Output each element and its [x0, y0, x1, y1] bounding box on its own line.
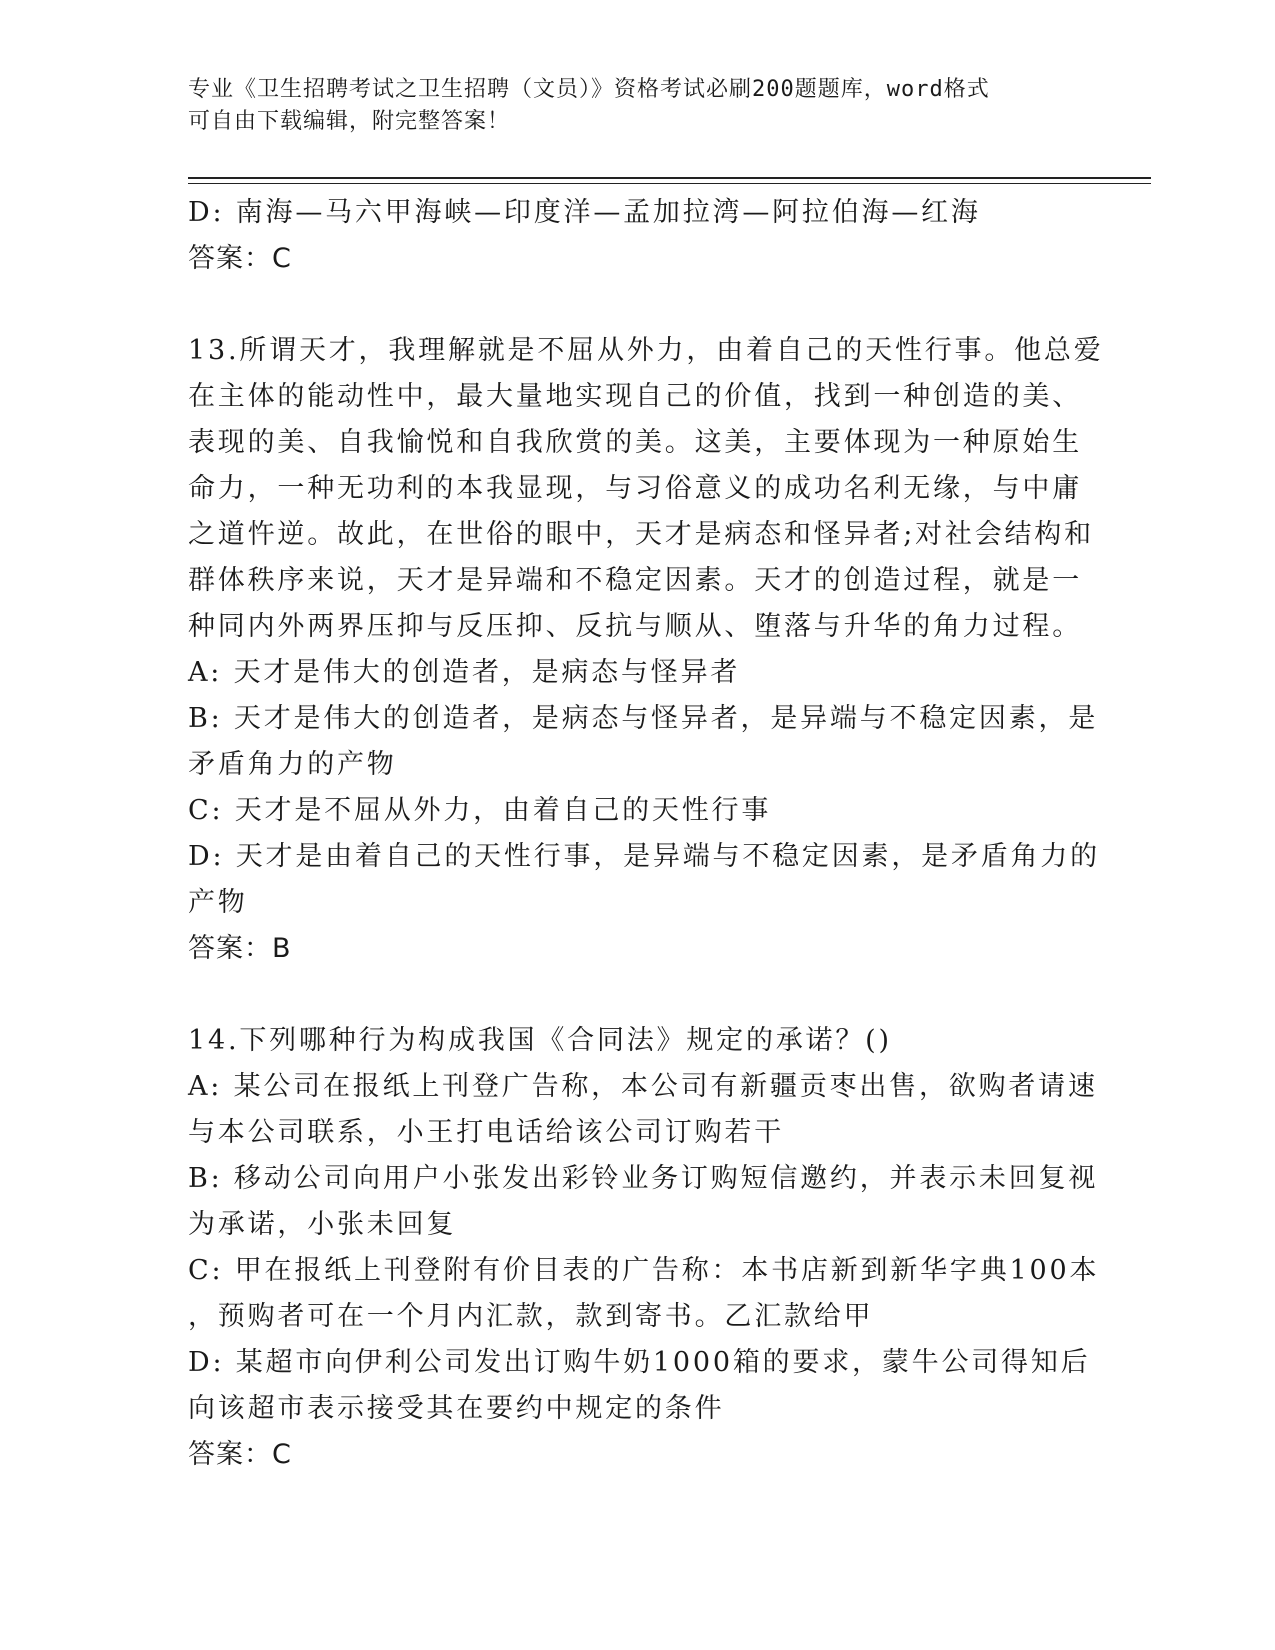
q14-option-c: C: 甲在报纸上刊登附有价目表的广告称：本书店新到新华字典100本: [188, 1255, 1100, 1286]
header-rule-thin: [188, 183, 1151, 184]
q13-option-a: A: 天才是伟大的创造者，是病态与怪异者: [188, 657, 741, 688]
q14-option-a: A: 某公司在报纸上刊登广告称，本公司有新疆贡枣出售，欲购者请速: [188, 1071, 1098, 1102]
q13-stem-line: 13.所谓天才，我理解就是不屈从外力，由着自己的天性行事。他总爱: [188, 335, 1104, 366]
question-content: [188, 190, 1104, 1478]
q13-answer: 答案：B: [188, 933, 292, 964]
q13-stem-line: 表现的美、自我愉悦和自我欣赏的美。这美，主要体现为一种原始生: [188, 427, 1082, 458]
q13-option-d-cont: 产物: [188, 887, 248, 918]
q13-stem-line: 之道忤逆。故此，在世俗的眼中，天才是病态和怪异者;对社会结构和: [188, 519, 1094, 550]
q12-answer: 答案：C: [188, 243, 292, 274]
q14-stem: 14.下列哪种行为构成我国《合同法》规定的承诺？(): [188, 1025, 892, 1056]
q14-option-a-cont: 与本公司联系，小王打电话给该公司订购若干: [188, 1117, 784, 1148]
q14-option-b-cont: 为承诺，小张未回复: [188, 1209, 457, 1240]
q13-option-d: D: 天才是由着自己的天性行事，是异端与不稳定因素，是矛盾角力的: [188, 841, 1100, 872]
q14-answer: 答案：C: [188, 1439, 292, 1470]
q13-option-b: B: 天才是伟大的创造者，是病态与怪异者，是异端与不稳定因素，是: [188, 703, 1099, 734]
q14-option-c-cont: ，预购者可在一个月内汇款，款到寄书。乙汇款给甲: [188, 1301, 874, 1332]
q13-option-b-cont: 矛盾角力的产物: [188, 749, 397, 780]
spacer: [188, 282, 1088, 328]
header-line-2: 可自由下载编辑，附完整答案！: [188, 109, 511, 134]
q13-stem-line: 种同内外两界压抑与反压抑、反抗与顺从、堕落与升华的角力过程。: [188, 611, 1082, 642]
header-line-1: 专业《卫生招聘考试之卫生招聘（文员）》资格考试必刷200题题库，word格式: [188, 77, 990, 102]
spacer: [188, 972, 1088, 1018]
q14-option-d: D: 某超市向伊利公司发出订购牛奶1000箱的要求，蒙牛公司得知后: [188, 1347, 1091, 1378]
q13-stem-line: 群体秩序来说，天才是异端和不稳定因素。天才的创造过程，就是一: [188, 565, 1082, 596]
q14-option-b: B: 移动公司向用户小张发出彩铃业务订购短信邀约，并表示未回复视: [188, 1163, 1099, 1194]
q14-option-d-cont: 向该超市表示接受其在要约中规定的条件: [188, 1393, 725, 1424]
q13-option-c: C: 天才是不屈从外力，由着自己的天性行事: [188, 795, 772, 826]
header-rule-thick: [188, 177, 1151, 179]
q13-stem-line: 命力，一种无功利的本我显现，与习俗意义的成功名利无缘，与中庸: [188, 473, 1082, 504]
q12-option-d: D: 南海—马六甲海峡—印度洋—孟加拉湾—阿拉伯海—红海: [188, 197, 981, 228]
page-header: [188, 74, 1088, 138]
q13-stem-line: 在主体的能动性中，最大量地实现自己的价值，找到一种创造的美、: [188, 381, 1082, 412]
